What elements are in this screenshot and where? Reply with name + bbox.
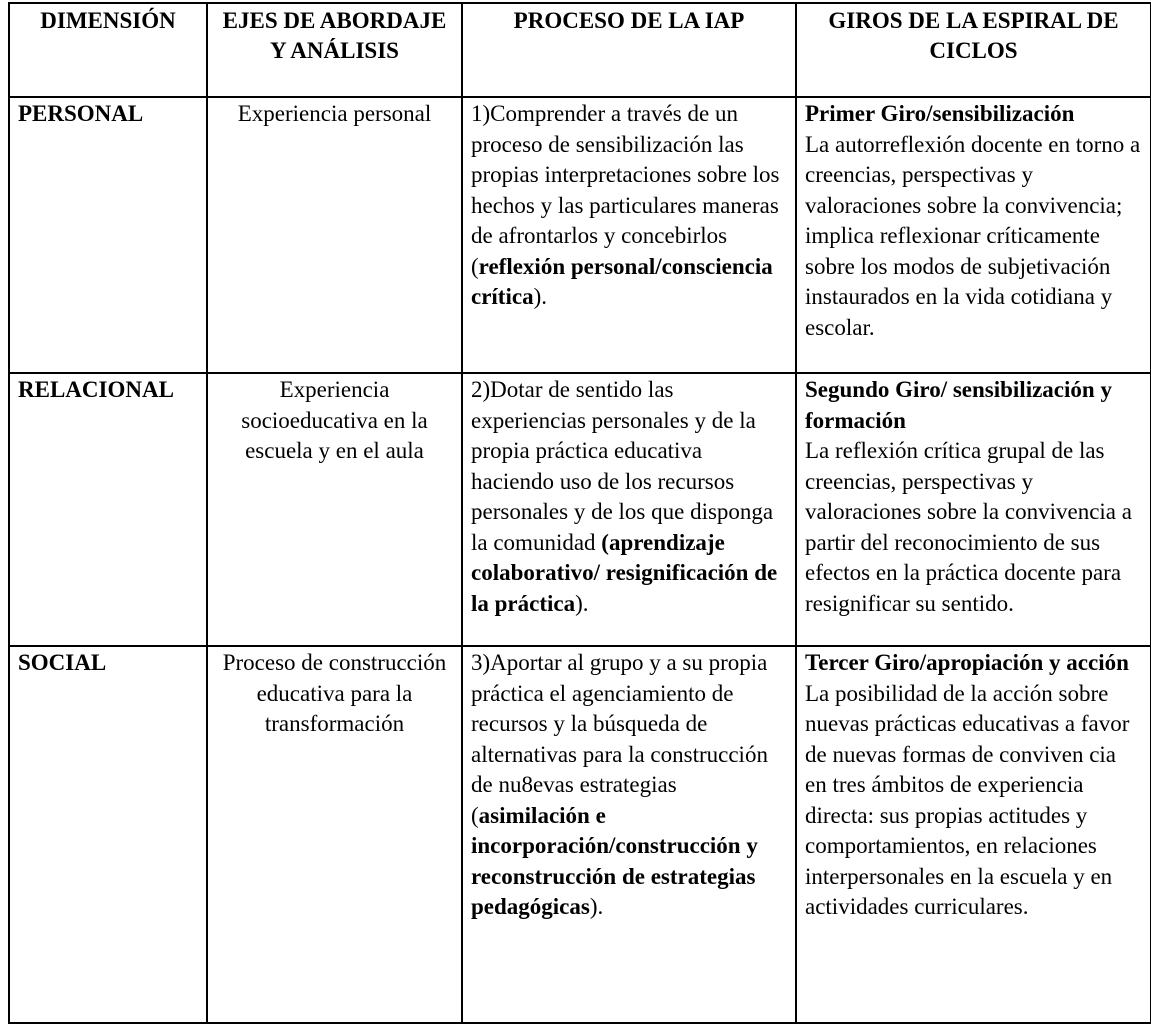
proceso-bold-text: (aprendizaje colaborativo/ resignificación de la práctica: [471, 529, 778, 616]
proceso-end: ).: [575, 590, 589, 616]
giro-cell: [796, 97, 1151, 373]
proceso-cell: [462, 646, 796, 1023]
proceso-end: ).: [589, 894, 604, 919]
table-row: [9, 97, 1151, 373]
proceso-text: 2)Dotar de sentido las experiencias personales y de la propia práctica educativa haciendo uso de los recursos personales y de los que disponga la comunidad: [471, 377, 774, 555]
eje-cell: Proceso de construcción educativa para la transformación: [207, 646, 462, 1023]
eje-cell: Experiencia socioeducativa en la escuela y en el aula: [207, 373, 462, 646]
giro-title: Segundo Giro/ sensibilización y formación: [805, 377, 1112, 433]
header-proceso: PROCESO DE LA IAP: [462, 3, 796, 97]
proceso-text: 1)Comprender a través de un proceso de sensibilización las propias interpretaciones sobre los hechos y las particulares maneras de afrontarlos y concebirlos (: [471, 101, 780, 279]
proceso-cell: [462, 373, 796, 646]
giro-title: Primer Giro/sensibilización: [805, 101, 1075, 126]
header-ejes: EJES DE ABORDAJE Y ANÁLISIS: [207, 3, 462, 97]
iap-table: [8, 2, 1151, 1024]
table-header-row: [9, 3, 1151, 97]
giro-cell: [796, 373, 1151, 646]
giro-text: La autorreflexión docente en torno a creencias, perspectivas y valoraciones sobre la convivencia; implica reflexionar críticamente sobre los modos de subjetivación instaurados en la vida cotidiana y escolar.: [805, 131, 1141, 340]
header-dimension: DIMENSIÓN: [9, 3, 207, 97]
dimension-cell: RELACIONAL: [9, 373, 207, 646]
proceso-cell: [462, 97, 796, 373]
proceso-bold-text: asimilación e incorporación/construcción y reconstrucción de estrategias pedagógicas: [471, 802, 758, 919]
giro-title: Tercer Giro/apropiación y acción: [805, 650, 1129, 675]
proceso-end: ).: [533, 284, 547, 309]
dimension-cell: SOCIAL: [9, 646, 207, 1023]
giro-cell: [796, 646, 1151, 1023]
eje-cell: Experiencia personal: [207, 97, 462, 373]
giro-text: La reflexión crítica grupal de las creencias, perspectivas y valoraciones sobre la convivencia a partir del reconocimiento de sus efectos en la práctica docente para resignificar su sentido.: [805, 438, 1132, 616]
table-row: [9, 373, 1151, 646]
header-giros: GIROS DE LA ESPIRAL DE CICLOS: [796, 3, 1151, 97]
proceso-text: 3)Aportar al grupo y a su propia práctica el agenciamiento de recursos y la búsqueda de alternativas para la construcción de nu8evas estrategias (: [471, 650, 768, 828]
proceso-bold-text: reflexión personal/consciencia crítica: [471, 253, 773, 309]
dimension-cell: PERSONAL: [9, 97, 207, 373]
giro-text: La posibilidad de la acción sobre nuevas prácticas educativas a favor de nuevas formas de conviven cia en tres ámbitos de experiencia directa: sus propias actitudes y comportamientos, en relaciones interpersonales en la escuela y en actividades curriculares.: [805, 680, 1130, 919]
table-row: [9, 646, 1151, 1023]
